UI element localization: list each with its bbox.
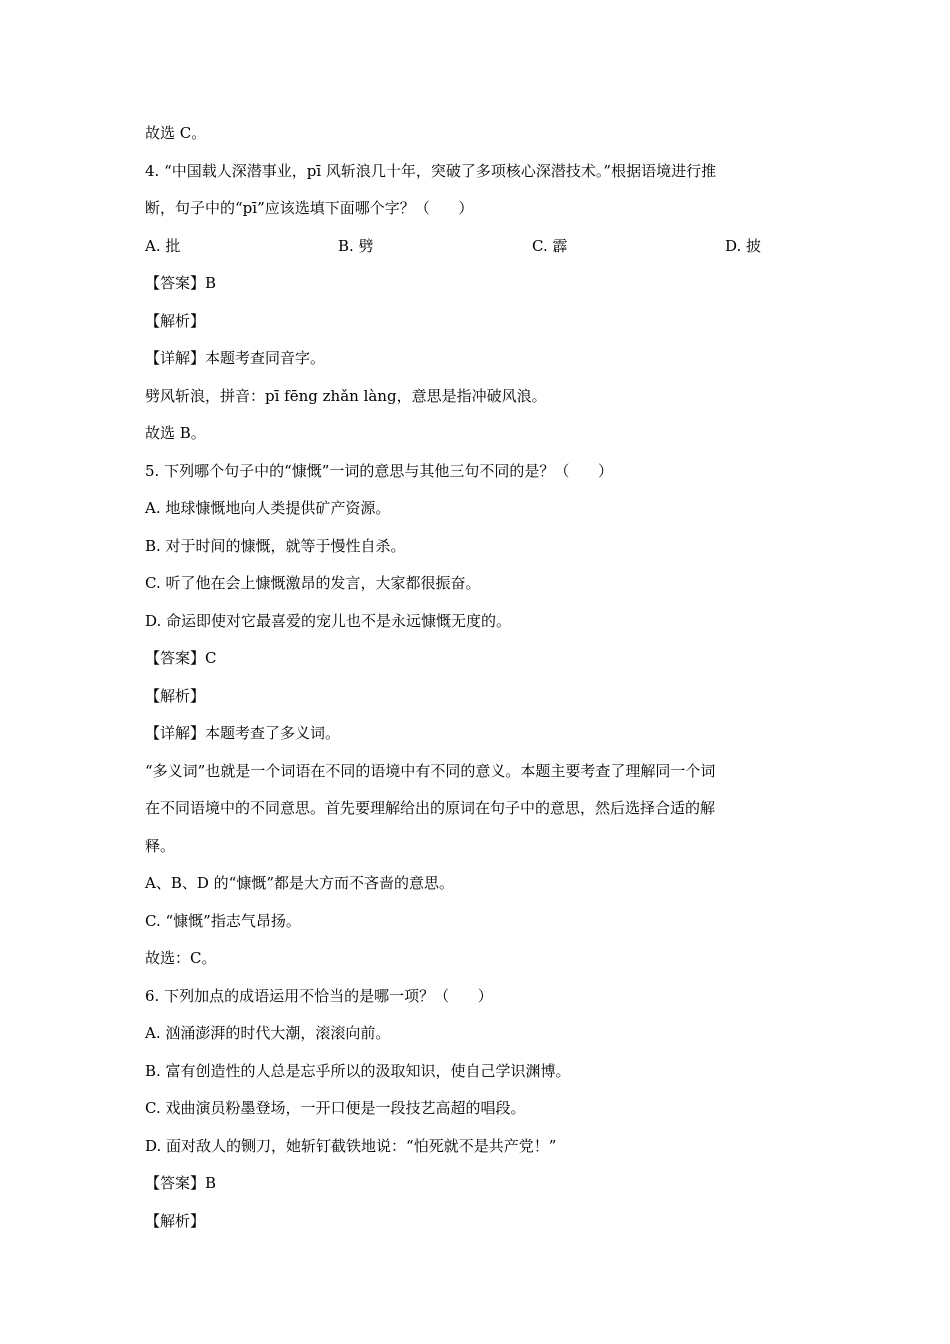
q5-option-a: A. 地球慷慨地向人类提供矿产资源。 <box>145 499 391 517</box>
q6-option-c: C. 戏曲演员粉墨登场，一开口便是一段技艺高超的唱段。 <box>145 1099 526 1117</box>
q4-option-c: C. 霹 <box>532 237 568 255</box>
q5-option-d: D. 命运即使对它最喜爱的宠儿也不是永远慷慨无度的。 <box>145 612 512 630</box>
q6-answer: 【答案】B <box>145 1174 217 1192</box>
q6-option-b: B. 富有创造性的人总是忘乎所以的汲取知识，使自己学识渊博。 <box>145 1062 571 1080</box>
q5-summary-c: C. “慷慨”指志气昂扬。 <box>145 912 301 930</box>
q5-explanation-line3: 释。 <box>145 837 176 855</box>
q4-detail: 【详解】本题考查同音字。 <box>145 349 326 367</box>
q4-stem-line2: 断，句子中的“pī”应该选填下面哪个字？（ ） <box>145 199 474 217</box>
q6-stem: 6. 下列加点的成语运用不恰当的是哪一项？（ ） <box>145 987 493 1005</box>
q5-explanation-line1: “多义词”也就是一个词语在不同的语境中有不同的意义。本题主要考查了理解同一个词 <box>145 762 716 780</box>
q5-explanation-line2: 在不同语境中的不同意思。首先要理解给出的原词在句子中的意思，然后选择合适的解 <box>145 799 716 817</box>
q5-analysis-heading: 【解析】 <box>145 687 206 705</box>
q4-explanation: 劈风斩浪，拼音：pī fēng zhǎn làng，意思是指冲破风浪。 <box>145 387 547 405</box>
q6-option-d: D. 面对敌人的铡刀，她斩钉截铁地说：“怕死就不是共产党！” <box>145 1137 557 1155</box>
q5-option-b: B. 对于时间的慷慨，就等于慢性自杀。 <box>145 537 406 555</box>
q5-stem: 5. 下列哪个句子中的“慷慨”一词的意思与其他三句不同的是？（ ） <box>145 462 614 480</box>
q4-option-b: B. 劈 <box>338 237 374 255</box>
q4-analysis-heading: 【解析】 <box>145 312 206 330</box>
q5-conclusion: 故选：C。 <box>145 949 217 967</box>
prev-conclusion: 故选 C。 <box>145 124 207 142</box>
q5-answer: 【答案】C <box>145 649 217 667</box>
q6-analysis-heading: 【解析】 <box>145 1212 206 1230</box>
q4-conclusion: 故选 B。 <box>145 424 206 442</box>
q4-answer: 【答案】B <box>145 274 217 292</box>
q4-option-a: A. 批 <box>145 237 181 255</box>
q5-summary-abd: A、B、D 的“慷慨”都是大方而不吝啬的意思。 <box>145 874 454 892</box>
q6-option-a: A. 汹涌澎湃的时代大潮，滚滚向前。 <box>145 1024 391 1042</box>
q4-option-d: D. 披 <box>725 237 762 255</box>
q4-stem-line1: 4. “中国载人深潜事业，pī 风斩浪几十年，突破了多项核心深潜技术。”根据语境进行推 <box>145 162 717 180</box>
q5-option-c: C. 听了他在会上慷慨激昂的发言，大家都很振奋。 <box>145 574 481 592</box>
q5-detail: 【详解】本题考查了多义词。 <box>145 724 341 742</box>
